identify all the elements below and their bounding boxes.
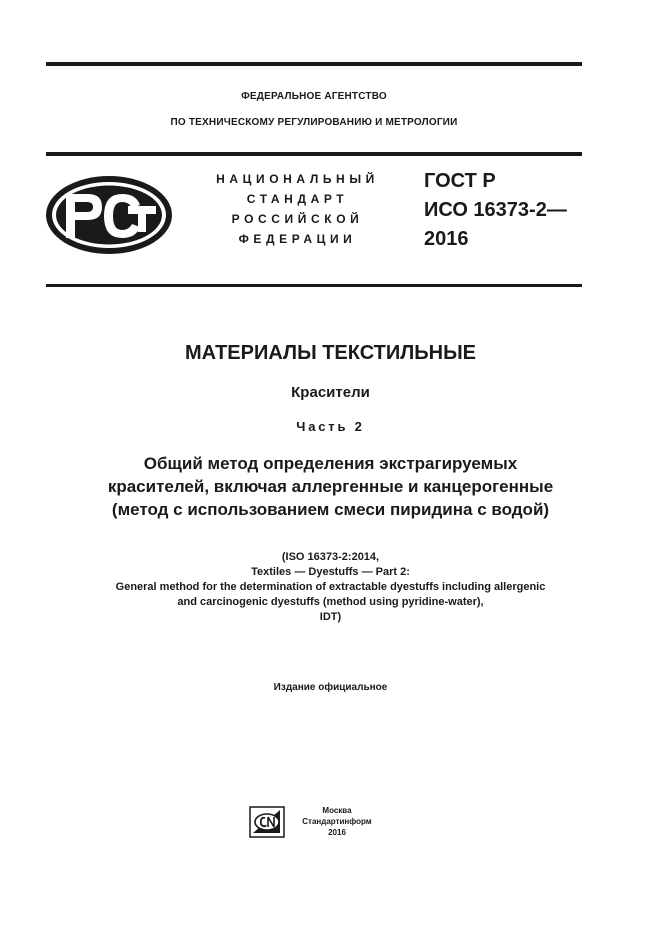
main-title: МАТЕРИАЛЫ ТЕКСТИЛЬНЫЕ — [184, 342, 477, 364]
iso-reference-line-2: Textiles — Dyestuffs — Part 2: — [251, 566, 410, 578]
long-title-line-3: (метод с использованием смеси пиридина с водой) — [111, 500, 550, 519]
iso-reference-line-4: and carcinogenic dyestuffs (method using pyridine-water), — [177, 596, 484, 608]
part-label: Часть 2 — [296, 419, 365, 434]
standartinform-logo-icon — [249, 806, 285, 838]
iso-reference — [0, 550, 661, 625]
gost-line-3: 2016 — [424, 228, 469, 250]
national-standard-line-1: НАЦИОНАЛЬНЫЙ — [216, 172, 379, 186]
publisher-info — [294, 805, 380, 838]
gost-designation — [424, 167, 567, 254]
iso-reference-line-3: General method for the determination of extractable dyestuffs including allergenic — [115, 581, 546, 593]
long-title-line-2: красителей, включая аллергенные и канцерогенные — [107, 477, 554, 496]
long-title-line-1: Общий метод определения экстрагируемых — [143, 454, 518, 473]
national-standard-line-4: ФЕДЕРАЦИИ — [238, 232, 357, 246]
standard-rule — [46, 284, 582, 287]
edition-label: Издание официальное — [273, 682, 388, 693]
long-title — [0, 452, 661, 521]
iso-reference-line-1: (ISO 16373-2:2014, — [281, 551, 380, 563]
publisher-year: 2016 — [328, 828, 346, 837]
top-rule — [46, 62, 582, 66]
agency-rule — [46, 152, 582, 156]
agency-line-2: ПО ТЕХНИЧЕСКОМУ РЕГУЛИРОВАНИЮ И МЕТРОЛОГИИ — [170, 117, 458, 128]
publisher-city: Москва — [322, 806, 352, 815]
national-standard-line-3: РОССИЙСКОЙ — [231, 212, 364, 226]
gost-line-2: ИСО 16373-2— — [424, 199, 567, 221]
rst-logo-icon — [44, 174, 174, 256]
gost-line-1: ГОСТ Р — [424, 170, 496, 192]
publisher-name: Стандартинформ — [302, 817, 372, 826]
national-standard-line-2: СТАНДАРТ — [246, 192, 349, 206]
iso-reference-line-5: IDT) — [319, 611, 342, 623]
subtitle: Красители — [291, 384, 370, 401]
agency-line-1: ФЕДЕРАЛЬНОЕ АГЕНТСТВО — [241, 91, 387, 102]
